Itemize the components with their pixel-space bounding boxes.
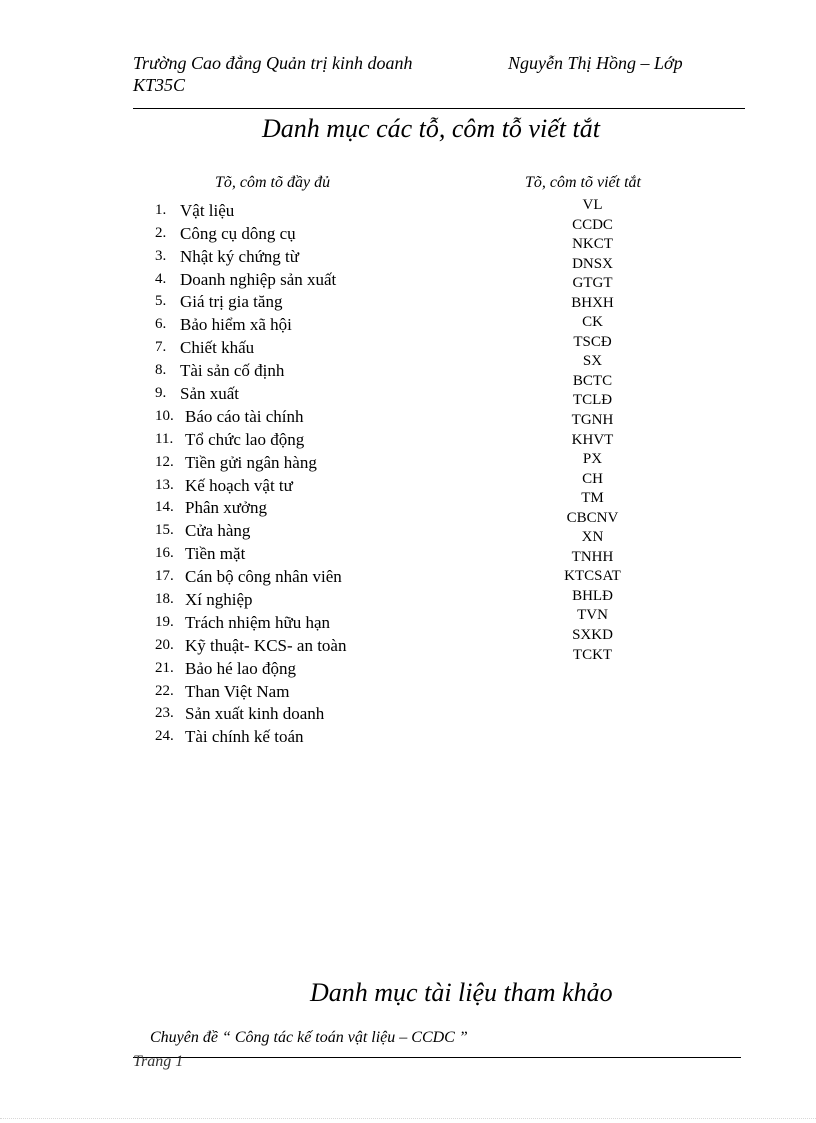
term-number: 21. [155, 659, 174, 676]
term-label: Giá trị gia tăng [180, 292, 283, 312]
term-number: 7. [155, 339, 167, 356]
abbreviation-item: BCTC [572, 372, 613, 389]
term-number: 18. [155, 591, 174, 608]
term-label: Chiết khấu [180, 338, 255, 358]
term-row [155, 539, 346, 562]
abbreviation-item: PX [582, 451, 603, 468]
abbreviation-item: BHXH [571, 294, 614, 311]
term-row [155, 425, 346, 448]
abbreviation-item: CH [582, 470, 603, 487]
term-number: 4. [155, 270, 167, 287]
abbreviation-item: CBCNV [566, 509, 619, 526]
term-row [155, 700, 346, 723]
abbreviation-item: VL [582, 197, 603, 213]
term-number: 17. [155, 568, 174, 585]
term-label: Xí nghiệp [185, 590, 253, 610]
term-row [155, 356, 346, 379]
term-number: 22. [155, 682, 174, 699]
term-label: Nhật ký chứng từ [180, 246, 299, 266]
term-row [155, 494, 346, 517]
term-row [155, 516, 346, 539]
footer-rule [133, 1057, 741, 1058]
term-row [155, 448, 346, 471]
term-number: 11. [155, 430, 174, 447]
term-number: 13. [155, 476, 174, 493]
school-name: Trường Cao đẳng Quản trị kinh doanh [133, 53, 413, 73]
term-list [155, 196, 346, 745]
abbreviation-item: TM [581, 490, 604, 507]
term-label: Tài chính kế toán [185, 727, 304, 747]
column-header-abbr: Tõ, côm tõ viết tắt [525, 174, 641, 191]
term-row [155, 608, 346, 631]
term-label: Trách nhiệm hữu hạn [185, 612, 331, 632]
abbreviation-item: GTGT [572, 275, 613, 292]
term-row [155, 562, 346, 585]
term-label: Cửa hàng [185, 521, 251, 541]
term-number: 2. [155, 224, 167, 241]
term-label: Than Việt Nam [185, 681, 290, 701]
term-label: Kế hoạch vật tư [185, 475, 293, 495]
abbreviation-item: TCLĐ [572, 392, 613, 409]
term-number: 15. [155, 522, 174, 539]
term-label: Vật liệu [180, 200, 235, 220]
header-rule [133, 108, 745, 109]
term-number: 9. [155, 385, 167, 402]
term-row [155, 677, 346, 700]
abbreviation-item: TSCĐ [573, 333, 612, 350]
term-label: Doanh nghiệp sản xuất [180, 269, 337, 289]
abbreviation-item: KHVT [571, 431, 614, 448]
term-row [155, 242, 346, 265]
term-label: Tiền mặt [185, 544, 246, 564]
term-label: Tổ chức lao động [185, 429, 305, 449]
term-number: 14. [155, 499, 174, 516]
term-row [155, 219, 346, 242]
abbreviation-item: TGNH [571, 412, 614, 429]
term-label: Phân xưởng [185, 498, 267, 518]
term-row [155, 471, 346, 494]
abbreviation-item: SX [582, 353, 603, 370]
term-number: 12. [155, 453, 174, 470]
term-row [155, 654, 346, 677]
term-row [155, 310, 346, 333]
author-name: Nguyễn Thị Hồng – Lớp [508, 53, 683, 73]
abbreviation-item: SXKD [572, 627, 613, 644]
term-label: Tiền gửi ngân hàng [185, 452, 317, 472]
term-row [155, 288, 346, 311]
footer-topic: Chuyên đề “ Công tác kế toán vật liệu – CCDC ” [150, 1029, 468, 1046]
term-number: 19. [155, 613, 174, 630]
term-number: 1. [155, 201, 167, 218]
abbreviation-item: DNSX [572, 255, 613, 272]
term-label: Tài sản cố định [180, 361, 285, 381]
term-row [155, 379, 346, 402]
term-number: 8. [155, 362, 167, 379]
term-label: Sản xuất kinh doanh [185, 704, 325, 724]
abbreviation-item: TNHH [571, 548, 614, 565]
term-number: 3. [155, 247, 167, 264]
references-title: Danh mục tài liệu tham khảo [310, 978, 613, 1007]
term-number: 6. [155, 316, 167, 333]
term-number: 5. [155, 293, 167, 310]
term-row [155, 333, 346, 356]
term-label: Công cụ dông cụ [180, 223, 296, 243]
class-name: KT35C [133, 75, 186, 95]
term-row [155, 585, 346, 608]
term-label: Báo cáo tài chính [185, 406, 304, 426]
term-label: Kỹ thuật- KCS- an toàn [185, 635, 347, 655]
term-row [155, 196, 346, 219]
term-label: Sản xuất [180, 384, 240, 404]
abbreviation-list [560, 196, 625, 665]
term-number: 16. [155, 545, 174, 562]
term-row [155, 265, 346, 288]
footer-page: Trang 1 [133, 1053, 184, 1070]
term-number: 10. [155, 407, 174, 424]
abbreviation-item: KTCSAT [564, 568, 621, 585]
term-row [155, 631, 346, 654]
abbreviation-item: TCKT [572, 646, 613, 663]
term-label: Bảo hiểm xã hội [180, 315, 292, 335]
abbreviation-item: NKCT [572, 236, 613, 253]
abbreviation-item: CK [582, 314, 603, 331]
term-label: Bảo hé lao động [185, 658, 296, 678]
column-header-full: Tõ, côm tõ đầy đủ [215, 174, 331, 191]
abbreviation-item: BHLĐ [572, 587, 613, 604]
page-edge [0, 1118, 816, 1119]
page-title: Danh mục các tỗ, côm tỗ viết tắt [262, 114, 600, 143]
term-row [155, 722, 346, 745]
abbreviation-item: XN [581, 529, 604, 546]
term-number: 20. [155, 636, 174, 653]
abbreviation-item: TVN [577, 607, 608, 624]
term-number: 24. [155, 728, 174, 745]
term-number: 23. [155, 705, 174, 722]
abbreviation-item: CCDC [572, 216, 613, 233]
term-row [155, 402, 346, 425]
term-label: Cán bộ công nhân viên [185, 567, 342, 587]
